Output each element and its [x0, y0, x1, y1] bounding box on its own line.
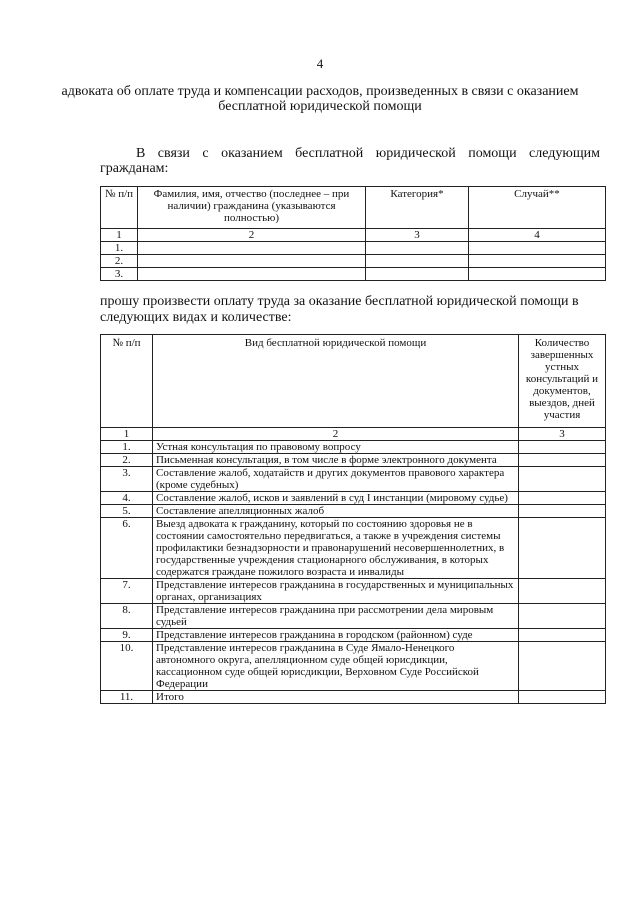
- service-name: Письменная консультация, в том числе в форме электронного документа: [153, 454, 519, 467]
- quantity-cell: [519, 454, 606, 467]
- service-name: Представление интересов гражданина в государственных и муниципальных органах, организациях: [153, 579, 519, 604]
- table-row: [101, 518, 606, 579]
- table-row: [101, 242, 606, 255]
- intro-text: В связи с оказанием бесплатной юридической помощи следующим гражданам:: [100, 146, 600, 176]
- row-number: 2.: [101, 255, 138, 268]
- row-number: 8.: [101, 604, 153, 629]
- empty-cell: [366, 242, 469, 255]
- table-row: [101, 454, 606, 467]
- table-row: [101, 629, 606, 642]
- page-number: 4: [316, 56, 324, 71]
- services-table-header: [101, 335, 606, 428]
- header-cell-quantity: Количество завершенных устных консультаций и документов, выездов, дней участия: [519, 335, 606, 428]
- header-cell-case: Случай**: [469, 187, 606, 229]
- quantity-cell: [519, 691, 606, 704]
- header-cell-category: Категория*: [366, 187, 469, 229]
- column-number: 3: [519, 428, 606, 441]
- column-number-row: [101, 428, 606, 441]
- quantity-cell: [519, 505, 606, 518]
- row-number: 3.: [101, 268, 138, 281]
- empty-cell: [138, 268, 366, 281]
- table-row: [101, 255, 606, 268]
- empty-cell: [138, 255, 366, 268]
- citizens-table: [100, 186, 606, 281]
- quantity-cell: [519, 579, 606, 604]
- row-number: 1.: [101, 242, 138, 255]
- quantity-cell: [519, 441, 606, 454]
- empty-cell: [366, 268, 469, 281]
- service-name: Представление интересов гражданина при рассмотрении дела мировым судьей: [153, 604, 519, 629]
- row-number: 3.: [101, 467, 153, 492]
- table-row: [101, 642, 606, 691]
- service-name: Составление жалоб, исков и заявлений в суд I инстанции (мировому судье): [153, 492, 519, 505]
- service-name: Представление интересов гражданина в Суде Ямало-Ненецкого автономного округа, апелляционном суде общей юрисдикции, кассационном суде общей юрисдикции, Верховном Суде Российской Федерации: [153, 642, 519, 691]
- service-name: Устная консультация по правовому вопросу: [153, 441, 519, 454]
- table-row: [101, 467, 606, 492]
- empty-cell: [469, 242, 606, 255]
- service-name: Итого: [153, 691, 519, 704]
- service-name: Представление интересов гражданина в городском (районном) суде: [153, 629, 519, 642]
- column-number: 2: [153, 428, 519, 441]
- row-number: 1.: [101, 441, 153, 454]
- header-cell-number: № п/п: [101, 187, 138, 229]
- quantity-cell: [519, 467, 606, 492]
- table-row: [101, 505, 606, 518]
- total-row: [101, 691, 606, 704]
- services-table: [100, 334, 606, 704]
- table-row: [101, 441, 606, 454]
- row-number: 4.: [101, 492, 153, 505]
- column-number: 3: [366, 229, 469, 242]
- column-number: 1: [101, 428, 153, 441]
- empty-cell: [469, 255, 606, 268]
- empty-cell: [138, 242, 366, 255]
- header-cell-number: № п/п: [101, 335, 153, 428]
- service-name: Выезд адвоката к гражданину, который по состоянию здоровья не в состоянии самостоятельно передвигаться, а также в учреждения системы профилактики безнадзорности и правонарушений несовершеннолетних, в государственные учреждения стационарного обслуживания, в которых содержатся граждане пожилого возраста и инвалиды: [153, 518, 519, 579]
- citizens-table-header: [101, 187, 606, 229]
- header-cell-service-type: Вид бесплатной юридической помощи: [153, 335, 519, 428]
- intro-paragraph: [100, 146, 600, 176]
- column-number: 4: [469, 229, 606, 242]
- service-name: Составление апелляционных жалоб: [153, 505, 519, 518]
- header-cell-name: Фамилия, имя, отчество (последнее – при наличии) гражданина (указываются полностью): [138, 187, 366, 229]
- table-row: [101, 492, 606, 505]
- row-number: 6.: [101, 518, 153, 579]
- row-number: 5.: [101, 505, 153, 518]
- empty-cell: [366, 255, 469, 268]
- column-number: 2: [138, 229, 366, 242]
- service-name: Составление жалоб, ходатайств и других документов правового характера (кроме судебных): [153, 467, 519, 492]
- row-number: 10.: [101, 642, 153, 691]
- row-number: 9.: [101, 629, 153, 642]
- column-number-row: [101, 229, 606, 242]
- quantity-cell: [519, 642, 606, 691]
- table-row: [101, 604, 606, 629]
- row-number: 11.: [101, 691, 153, 704]
- quantity-cell: [519, 492, 606, 505]
- quantity-cell: [519, 604, 606, 629]
- row-number: 7.: [101, 579, 153, 604]
- quantity-cell: [519, 518, 606, 579]
- quantity-cell: [519, 629, 606, 642]
- table-row: [101, 268, 606, 281]
- table-row: [101, 579, 606, 604]
- request-paragraph: прошу произвести оплату труда за оказание бесплатной юридической помощи в следующих видах и количестве:: [100, 294, 579, 325]
- column-number: 1: [101, 229, 138, 242]
- empty-cell: [469, 268, 606, 281]
- document-heading: адвоката об оплате труда и компенсации расходов, произведенных в связи с оказанием бесплатной юридической помощи: [61, 84, 579, 114]
- row-number: 2.: [101, 454, 153, 467]
